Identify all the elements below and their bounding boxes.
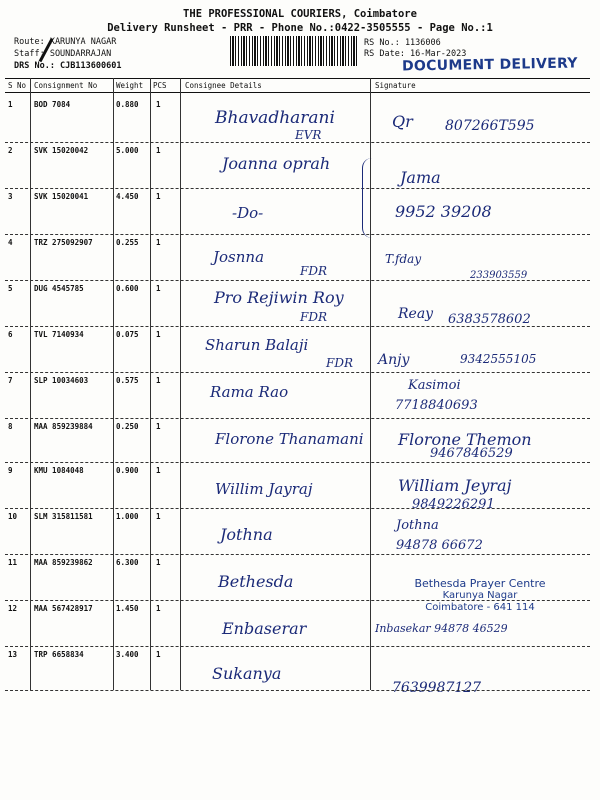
row-weight: 4.450: [116, 192, 139, 201]
row-consignee-name: Enbaserar: [222, 619, 307, 638]
row-sno: 5: [8, 284, 13, 293]
row-sno: 2: [8, 146, 13, 155]
col-divider: [180, 78, 181, 690]
row-signature: 9952 39208: [395, 202, 492, 221]
stamp-line: Karunya Nagar: [442, 590, 518, 601]
row-weight: 1.000: [116, 512, 139, 521]
rs-date-label: RS Date: 16-Mar-2023: [364, 49, 467, 59]
bethesda-stamp: [395, 578, 565, 614]
row-signature: 94878 66672: [396, 538, 483, 553]
row-sno: 12: [8, 604, 18, 613]
row-signature: 6383578602: [448, 312, 531, 327]
row-consignment-no: TRZ 275092907: [34, 238, 93, 247]
row-weight: 0.600: [116, 284, 139, 293]
drs-label: DRS No.: CJB113600601: [14, 61, 122, 71]
row-consignment-no: SLM 315811581: [34, 512, 93, 521]
row-consignee-note: FDR: [300, 310, 327, 324]
row-consignee-name: Bethesda: [218, 572, 294, 591]
row-separator: [5, 188, 590, 189]
row-signature: Jama: [400, 168, 441, 187]
barcode: [230, 36, 358, 66]
row-separator: [5, 690, 590, 691]
signature-scribble: Jothna: [396, 518, 439, 533]
row-weight: 6.300: [116, 558, 139, 567]
row-consignee-name: Joanna oprah: [222, 154, 331, 173]
row-consignee-note: FDR: [326, 356, 353, 370]
row-pcs: 1: [156, 146, 161, 155]
page-subtitle: Delivery Runsheet - PRR - Phone No.:0422-3505555 - Page No.:1: [107, 22, 493, 34]
signature-scribble: Anjy: [378, 352, 410, 368]
row-signature: Inbasekar 94878 46529: [375, 622, 508, 635]
col-header-consignee: Consignee Details: [185, 81, 262, 90]
row-weight: 0.255: [116, 238, 139, 247]
row-weight: 0.880: [116, 100, 139, 109]
row-pcs: 1: [156, 330, 161, 339]
row-consignment-no: DUG 4545785: [34, 284, 84, 293]
row-separator: [5, 234, 590, 235]
signature-scribble: Qr: [392, 112, 413, 131]
signature-scribble: 9849226291: [412, 497, 495, 512]
stamp-line: Coimbatore - 641 114: [425, 602, 535, 613]
row-consignee-name: Rama Rao: [210, 383, 289, 401]
row-separator: [5, 372, 590, 373]
page-title: THE PROFESSIONAL COURIERS, Coimbatore: [183, 8, 417, 20]
row-consignment-no: TRP 6658834: [34, 650, 84, 659]
col-divider: [30, 78, 31, 690]
row-separator: [5, 646, 590, 647]
col-header-sno: S No: [8, 81, 27, 90]
row-consignee-name: Bhavadharani: [215, 108, 335, 128]
row-pcs: 1: [156, 376, 161, 385]
row-consignee-note: FDR: [300, 264, 327, 278]
row-separator: [5, 142, 590, 143]
rs-no-label: RS No.: 1136006: [364, 38, 441, 48]
row-consignee-name: Jothna: [220, 525, 273, 544]
handwritten-brace: [362, 158, 375, 238]
row-consignee-name: Willim Jayraj: [215, 480, 313, 498]
row-consignment-no: SVK 15020042: [34, 146, 89, 155]
row-sno: 8: [8, 422, 13, 431]
staff-label: Staff: SOUNDARRAJAN: [14, 49, 112, 59]
row-pcs: 1: [156, 284, 161, 293]
row-consignment-no: TVL 7140934: [34, 330, 84, 339]
col-header-pcs: PCS: [153, 81, 167, 90]
row-separator: [5, 326, 590, 327]
stamp-line: Bethesda Prayer Centre: [414, 577, 546, 590]
col-header-consignment: Consignment No: [34, 81, 98, 90]
row-separator: [5, 554, 590, 555]
row-weight: 1.450: [116, 604, 139, 613]
document-delivery-stamp: DOCUMENT DELIVERY: [401, 55, 578, 75]
row-signature: 233903559: [470, 270, 528, 281]
row-signature: William Jeyraj: [398, 476, 512, 495]
row-sno: 6: [8, 330, 13, 339]
table-top-border: [5, 78, 590, 79]
row-signature: 7639987127: [392, 680, 482, 696]
row-signature: 807266T595: [445, 118, 535, 134]
row-consignee-name: -Do-: [232, 204, 264, 222]
row-sno: 1: [8, 100, 13, 109]
col-divider: [113, 78, 114, 690]
row-consignee-name: Josnna: [213, 248, 265, 266]
col-header-signature: Signature: [375, 81, 416, 90]
row-pcs: 1: [156, 192, 161, 201]
row-sno: 11: [8, 558, 18, 567]
row-consignee-note: EVR: [295, 128, 322, 142]
signature-scribble: Kasimoi: [408, 378, 461, 393]
row-weight: 0.075: [116, 330, 139, 339]
row-weight: 0.575: [116, 376, 139, 385]
row-pcs: 1: [156, 422, 161, 431]
row-consignment-no: MAA 567428917: [34, 604, 93, 613]
signature-scribble: 9467846529: [430, 446, 513, 461]
col-header-weight: Weight: [116, 81, 144, 90]
row-weight: 5.000: [116, 146, 139, 155]
row-separator: [5, 418, 590, 419]
row-sno: 3: [8, 192, 13, 201]
row-separator: [5, 508, 590, 509]
row-consignment-no: MAA 859239862: [34, 558, 93, 567]
row-weight: 0.900: [116, 466, 139, 475]
row-pcs: 1: [156, 466, 161, 475]
signature-scribble: T.fday: [385, 252, 422, 266]
row-pcs: 1: [156, 238, 161, 247]
row-pcs: 1: [156, 100, 161, 109]
row-consignee-name: Sukanya: [212, 664, 282, 683]
row-signature: 7718840693: [395, 398, 478, 413]
row-pcs: 1: [156, 604, 161, 613]
row-signature: Florone Themon: [398, 430, 532, 449]
row-signature: 9342555105: [460, 352, 537, 366]
row-sno: 10: [8, 512, 18, 521]
row-consignment-no: BOD 7084: [34, 100, 71, 109]
route-label: Route: KARUNYA NAGAR: [14, 37, 117, 47]
row-separator: [5, 462, 590, 463]
row-consignment-no: SLP 10034603: [34, 376, 89, 385]
row-consignment-no: SVK 15020041: [34, 192, 89, 201]
row-separator: [5, 280, 590, 281]
row-weight: 3.400: [116, 650, 139, 659]
signature-scribble: Reay: [398, 306, 434, 322]
row-consignment-no: KMU 1084048: [34, 466, 84, 475]
row-consignee-name: Florone Thanamani: [215, 430, 364, 448]
row-consignee-name: Pro Rejiwin Roy: [214, 288, 344, 307]
table-head-border: [5, 92, 590, 93]
row-pcs: 1: [156, 512, 161, 521]
row-weight: 0.250: [116, 422, 139, 431]
row-consignee-name: Sharun Balaji: [205, 336, 309, 354]
row-pcs: 1: [156, 650, 161, 659]
row-pcs: 1: [156, 558, 161, 567]
row-consignment-no: MAA 859239884: [34, 422, 93, 431]
col-divider: [150, 78, 151, 690]
row-sno: 13: [8, 650, 18, 659]
row-sno: 7: [8, 376, 13, 385]
row-sno: 9: [8, 466, 13, 475]
row-sno: 4: [8, 238, 13, 247]
